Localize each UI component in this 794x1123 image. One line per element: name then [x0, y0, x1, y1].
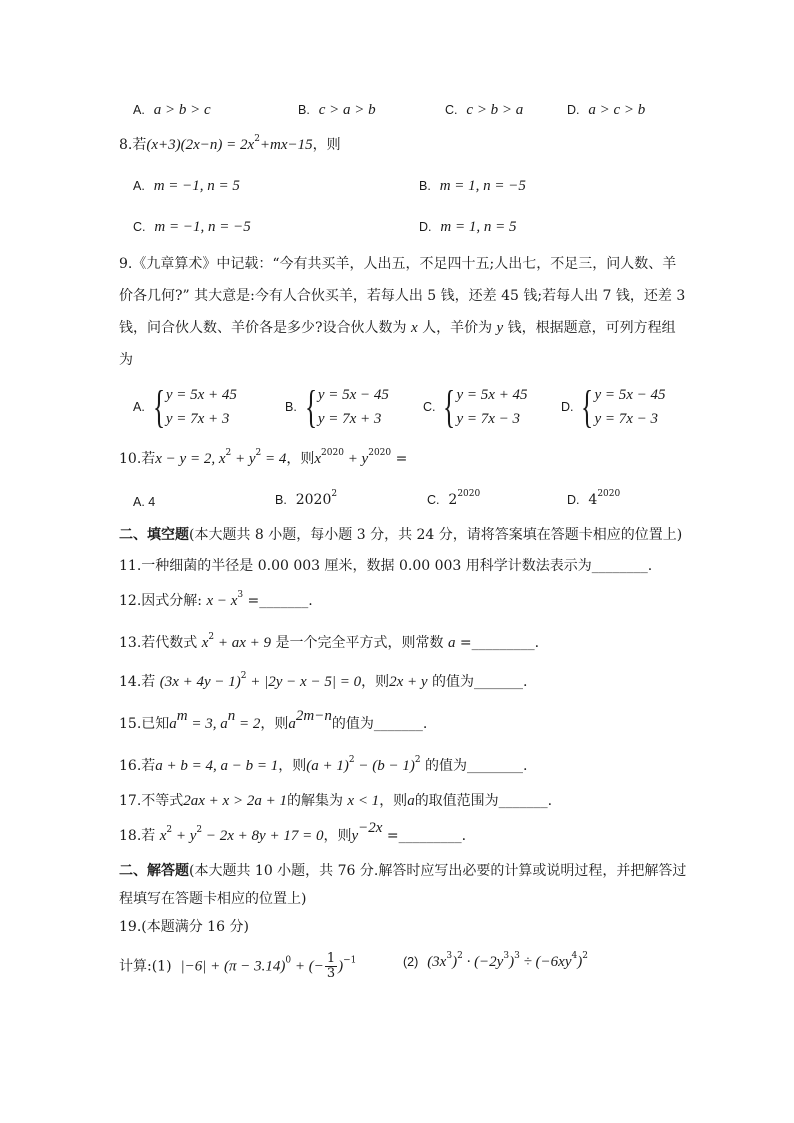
brace-icon: { — [152, 381, 165, 432]
option-label: D. — [567, 103, 580, 117]
question-19-part-2: (2) $(3x^3)^2 \cdot (-2y^3)^3 \div (-6xy^4)^2$ — [403, 951, 588, 970]
q7-option-c[interactable] — [445, 100, 523, 120]
option-label: C. — [445, 103, 458, 117]
question-14: 14.若 $(3x + 4y - 1)^2 + |2y - x - 5| = 0$，则2x + y 的值为_______. — [119, 671, 528, 690]
q8-option-d[interactable]: D. m = 1, n = 5 — [419, 219, 517, 235]
option-expr: a > c > b — [588, 102, 646, 118]
question-9-line-4: 为 — [119, 352, 133, 368]
question-18: 18.若 $x^2 + y^2 - 2x + 8y + 17 = 0$，则$y^{-2x}$ =_________. — [119, 820, 467, 844]
q10-option-d[interactable]: D. $4^{2020}$ — [567, 489, 621, 508]
q9-option-c[interactable]: C. { y = 5x + 45 y = 7x − 3 — [423, 381, 528, 432]
question-8: 8.若$(x+3)(2x-n) = 2x^2+mx-15$，则 — [119, 134, 341, 153]
q7-option-b[interactable] — [298, 100, 376, 120]
q10-option-b[interactable]: B. 2020$^2$ — [275, 489, 338, 508]
section-3-heading: 二、解答题(本大题共 10 小题，共 76 分.解答时应写出必要的计算或说明过程，并把解答过 — [119, 863, 687, 879]
option-expr: c > b > a — [466, 102, 524, 118]
question-13: 13.若代数式 $x^2$ + ax + 9 是一个完全平方式，则常数 a =_________. — [119, 632, 540, 651]
question-19-part-1: 计算:(1) $|-6| + (\pi - 3.14)^0$ + (− $\frac{1}{3}$ )$^{-1}$ — [119, 951, 357, 981]
question-10: 10.若x − y = 2, $x^2 + y^2 = 4$，则$x^{2020} + y^{2020}$ = — [119, 448, 408, 467]
question-16: 16.若a + b = 4, a − b = 1，则$(a + 1)^2 - (b - 1)^2$ 的值为________. — [119, 755, 528, 774]
section-2-heading: 二、填空题(本大题共 8 小题，每小题 3 分，共 24 分，请将答案填在答题卡相应的位置上) — [119, 527, 683, 543]
brace-icon: { — [443, 381, 456, 432]
question-11: 11.一种细菌的半径是 0.00 003 厘米，数据 0.00 003 用科学计数法表示为________. — [119, 558, 653, 574]
question-15: 15.已知$a^m = 3$, $a^n = 2$，则$a^{2m-n}$的值为_______. — [119, 708, 428, 732]
q10-option-c[interactable]: C. $2^{2020}$ — [427, 489, 481, 508]
q9-option-a[interactable]: A. { y = 5x + 45 y = 7x + 3 — [133, 381, 237, 432]
question-9-line-3: 钱，问合伙人数、羊价各是多少?设合伙人数为 x 人，羊价为 y 钱，根据题意，可列方程组 — [119, 320, 676, 336]
fraction: $\frac{1}{3}$ — [326, 951, 336, 981]
q8-option-b[interactable]: B. m = 1, n = −5 — [419, 178, 526, 194]
brace-icon: { — [581, 381, 594, 432]
q7-option-d[interactable] — [567, 100, 645, 120]
question-12: 12.因式分解: $x - x^3$ =_______. — [119, 590, 313, 609]
option-expr: c > a > b — [318, 102, 376, 118]
section-3-heading-cont: 程填写在答题卡相应的位置上) — [119, 891, 307, 907]
q8-option-c[interactable]: C. m = −1, n = −5 — [133, 219, 251, 235]
question-17: 17.不等式2ax + x > 2a + 1的解集为 x < 1，则a的取值范围为_______. — [119, 793, 553, 809]
option-label: B. — [298, 103, 310, 117]
q9-option-d[interactable]: D. { y = 5x − 45 y = 7x − 3 — [561, 381, 666, 432]
q7-option-a[interactable] — [133, 100, 211, 120]
q10-option-a[interactable]: A. 4 — [133, 495, 156, 509]
brace-icon: { — [304, 381, 317, 432]
option-label: A. — [133, 103, 145, 117]
q8-option-a[interactable]: A. m = −1, n = 5 — [133, 178, 240, 194]
question-9-line-2: 价各几何?” 其大意是:今有人合伙买羊，若每人出 5 钱，还差 45 钱;若每人出 7 钱，还差 3 — [119, 288, 686, 304]
option-expr: a > b > c — [153, 102, 211, 118]
question-19-title: 19.(本题满分 16 分) — [119, 919, 249, 935]
question-9-line-1: 9.《九章算术》中记载：“今有共买羊，人出五，不足四十五;人出七，不足三，问人数、羊 — [119, 256, 677, 272]
q9-option-b[interactable]: B. { y = 5x − 45 y = 7x + 3 — [285, 381, 389, 432]
